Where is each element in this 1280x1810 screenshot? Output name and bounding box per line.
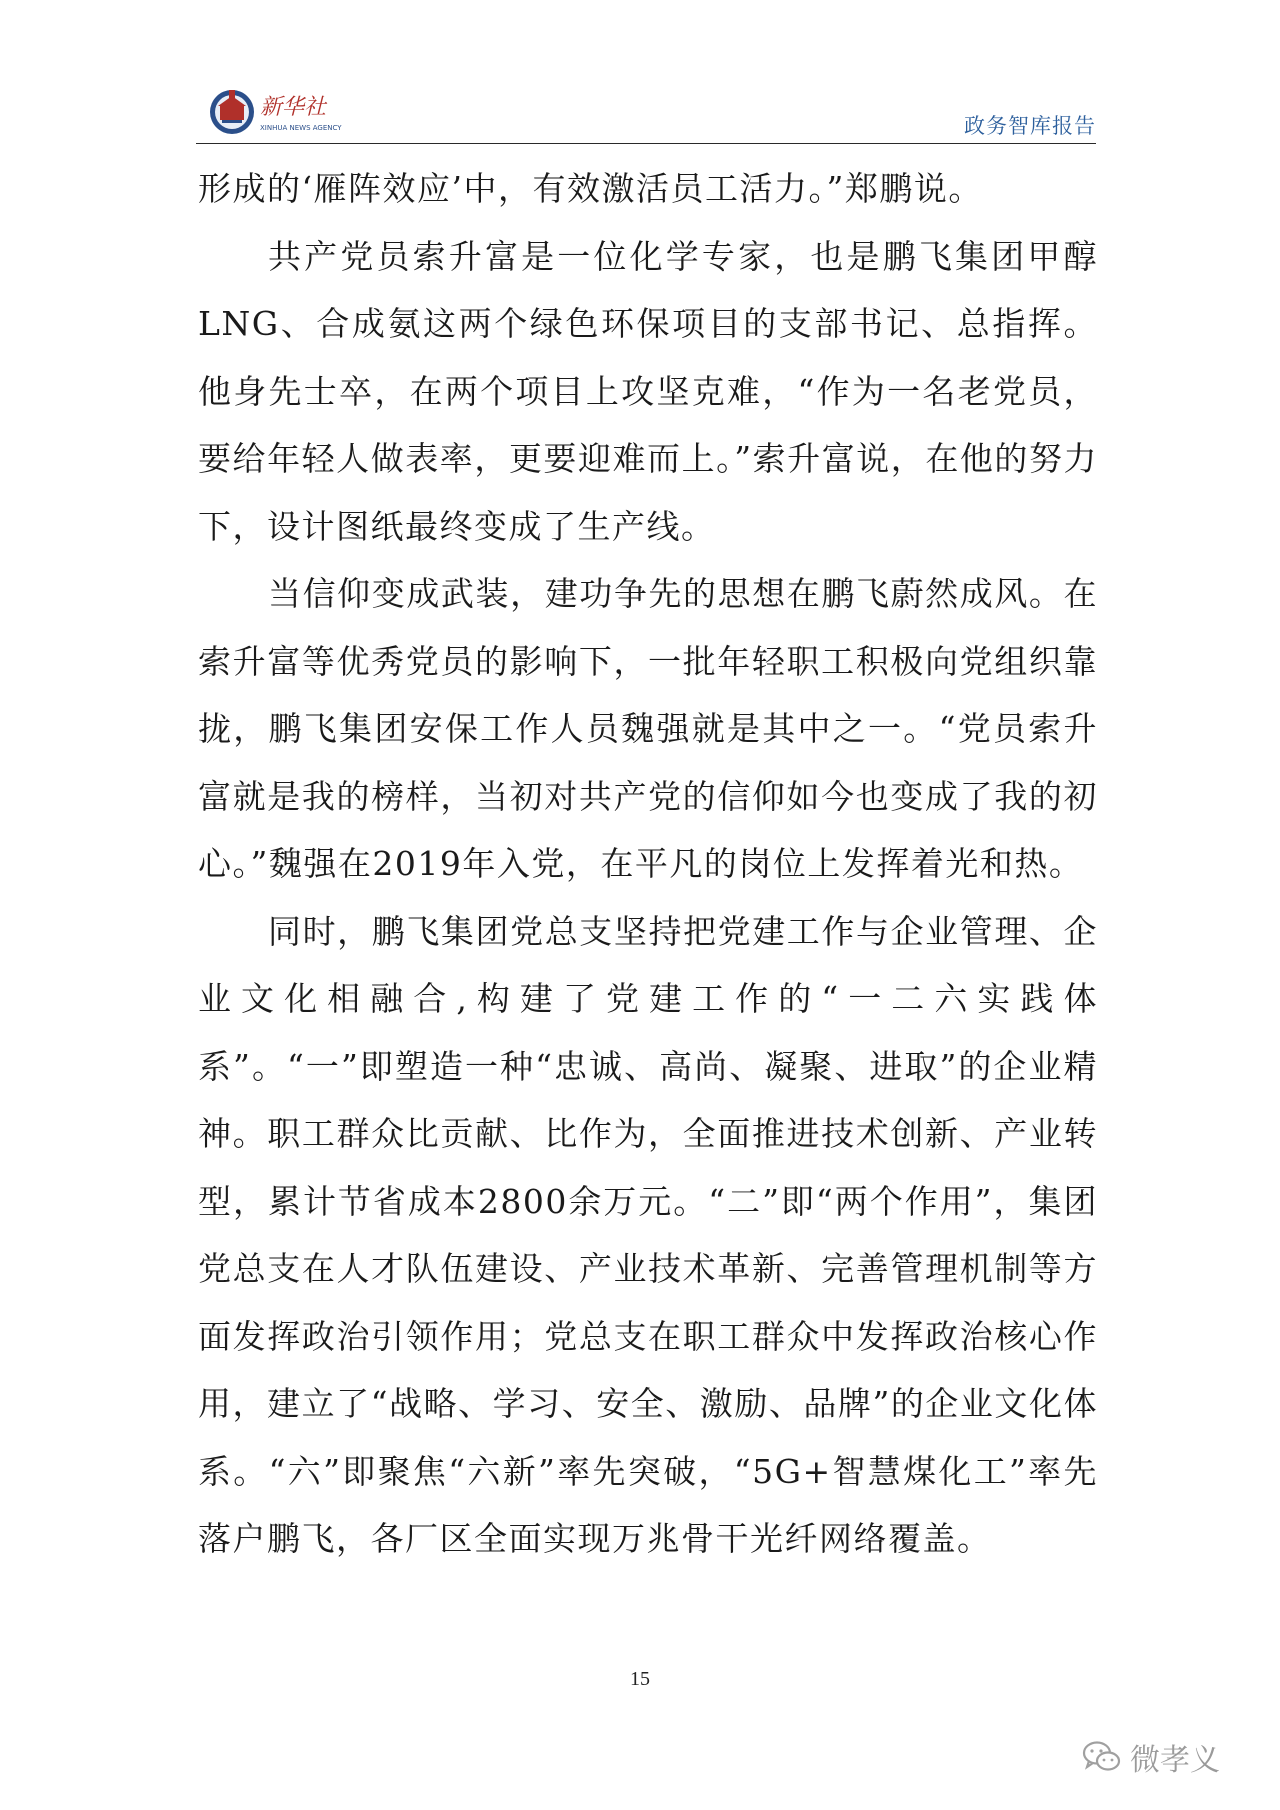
xinhua-logo-icon	[206, 84, 346, 140]
svg-text:XINHUA NEWS AGENCY: XINHUA NEWS AGENCY	[260, 124, 342, 132]
header-divider	[196, 143, 1096, 144]
page-header	[196, 84, 1096, 148]
svg-text:新华社: 新华社	[260, 95, 327, 120]
article-body	[198, 155, 1098, 1573]
watermark-text: 微孝义	[1130, 1743, 1220, 1778]
paragraph: 当信仰变成武装，建功争先的思想在鹏飞蔚然成风。在索升富等优秀党员的影响下，一批年轻职工积极向党组织靠拢，鹏飞集团安保工作人员魏强就是其中之一。“党员索升富就是我的榜样，当初对共产党的信仰如今也变成了我的初心。”魏强在2019年入党，在平凡的岗位上发挥着光和热。	[198, 574, 1098, 883]
paragraph: 同时，鹏飞集团党总支坚持把党建工作与企业管理、企业文化相融合,构建了党建工作的“一二六实践体系”。“一”即塑造一种“忠诚、高尚、凝聚、进取”的企业精神。职工群众比贡献、比作为，全面推进技术创新、产业转型，累计节省成本2800余万元。“二”即“两个作用”，集团党总支在人才队伍建设、产业技术革新、完善管理机制等方面发挥政治引领作用；党总支在职工群众中发挥政治核心作用，建立了“战略、学习、安全、激励、品牌”的企业文化体系。“六”即聚焦“六新”率先突破，“5G+智慧煤化工”率先落户鹏飞，各厂区全面实现万兆骨干光纤网络覆盖。	[198, 911, 1098, 1558]
paragraph: 形成的‘雁阵效应’中，有效激活员工活力。”郑鹏说。	[198, 169, 983, 208]
report-series-title: 政务智库报告	[964, 114, 1096, 138]
wechat-icon	[1082, 1740, 1122, 1774]
watermark	[1082, 1735, 1220, 1779]
xinhua-logo	[206, 84, 346, 140]
page-number: 15	[630, 1668, 650, 1690]
paragraph: 共产党员索升富是一位化学专家，也是鹏飞集团甲醇LNG、合成氨这两个绿色环保项目的支部书记、总指挥。他身先士卒，在两个项目上攻坚克难，“作为一名老党员，要给年轻人做表率，更要迎难而上。”索升富说，在他的努力下，设计图纸最终变成了生产线。	[198, 236, 1098, 546]
